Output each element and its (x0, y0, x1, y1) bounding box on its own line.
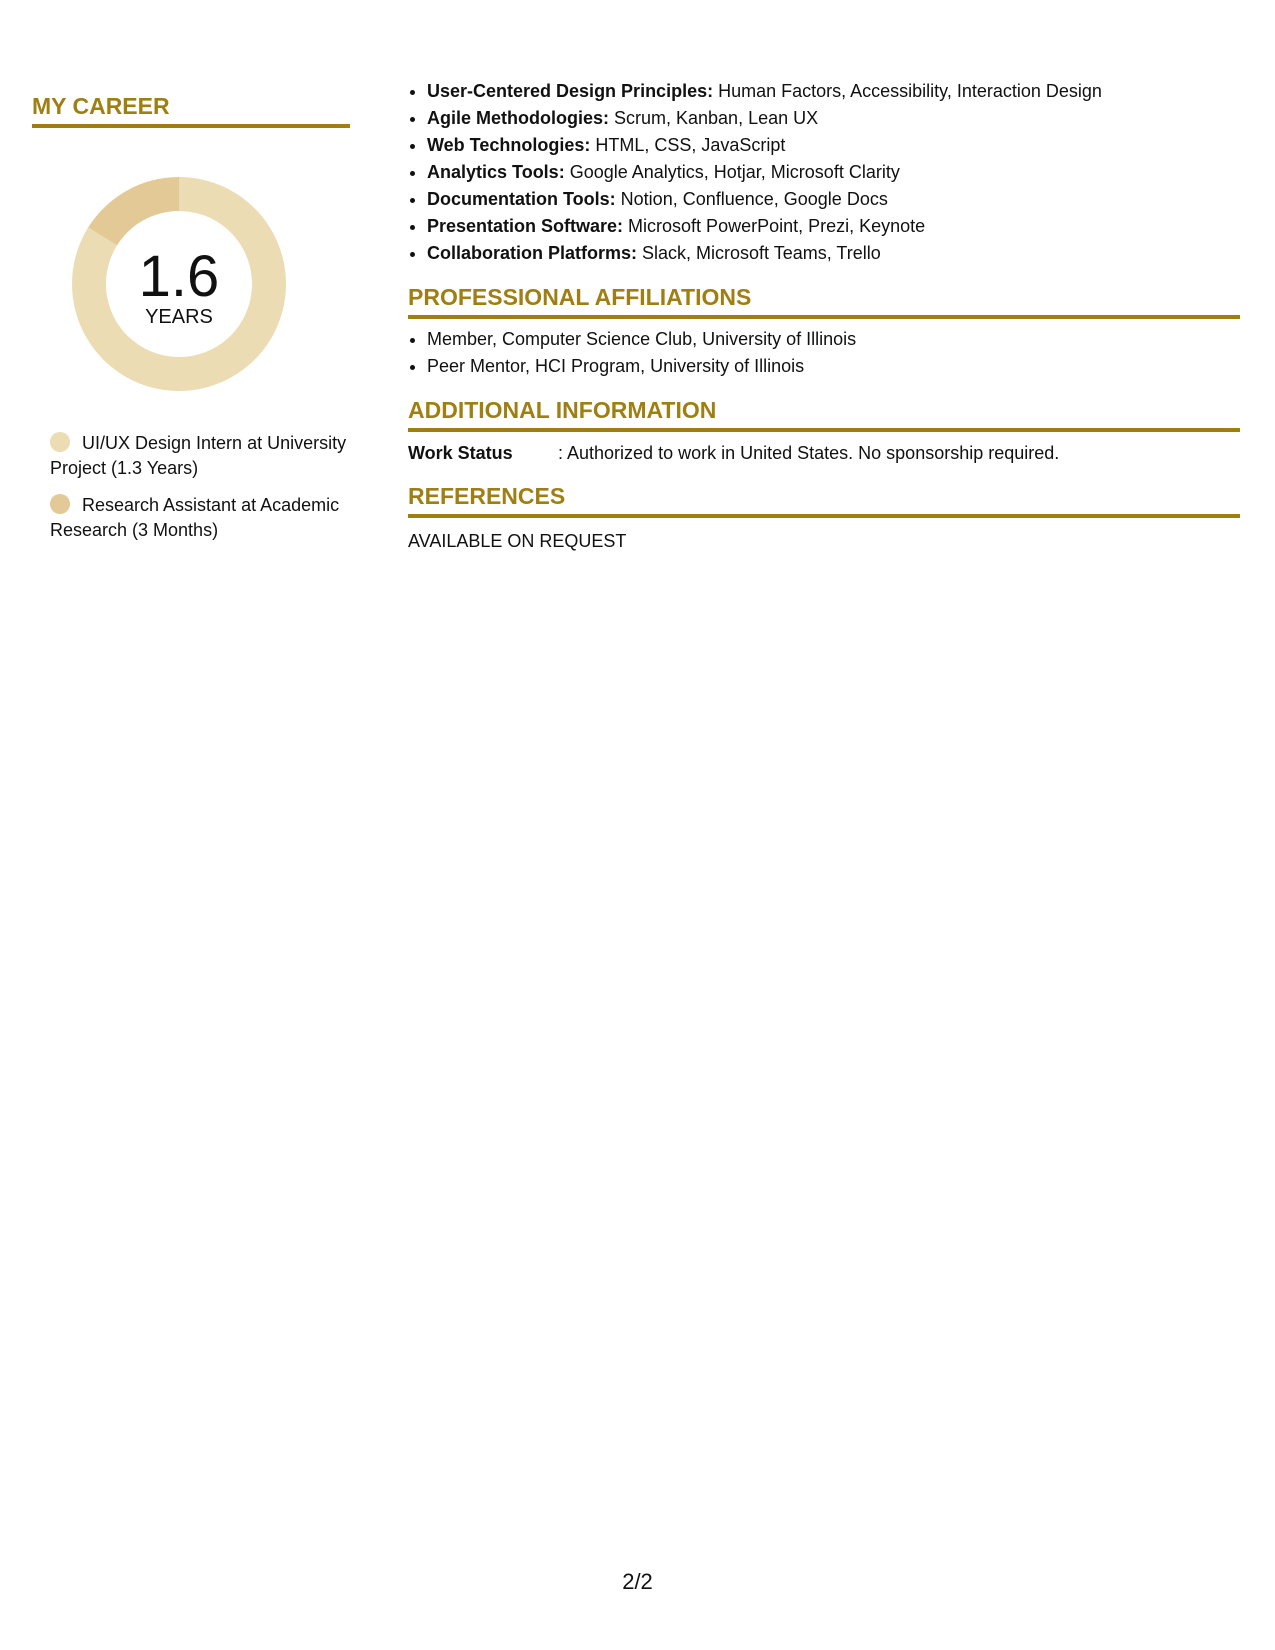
skill-item (427, 213, 1240, 240)
legend-swatch-internship (50, 432, 70, 452)
skill-title: Documentation Tools: (427, 189, 616, 209)
skill-text: Google Analytics, Hotjar, Microsoft Clarity (564, 162, 900, 182)
skill-item (427, 132, 1240, 159)
affiliations-list (408, 326, 1240, 380)
skill-item (427, 240, 1240, 267)
career-total-value: 1.6 (138, 244, 220, 309)
skill-title: Collaboration Platforms: (427, 243, 638, 263)
legend-label-internship: UI/UX Design Intern at University Project (1.3 Years) (50, 433, 347, 478)
skill-item (427, 159, 1240, 186)
main-column (408, 78, 1240, 553)
affiliation-item: • Member, Computer Science Club, University of Illinois (427, 326, 1240, 353)
affiliation-item: • Peer Mentor, HCI Program, University of Illinois (427, 353, 1240, 380)
legend-label-research: Research Assistant at Academic Research (3 Months) (50, 495, 340, 540)
skill-title: Web Technologies: (427, 135, 591, 155)
career-heading: MY CAREER (32, 92, 350, 128)
references-heading: REFERENCES (408, 482, 1240, 518)
skill-item (427, 186, 1240, 213)
donut-center (66, 171, 292, 397)
skill-title: Analytics Tools: (427, 162, 565, 182)
affiliations-heading: PROFESSIONAL AFFILIATIONS (408, 283, 1240, 319)
work-status-label: Work Status (408, 443, 513, 463)
work-status-value: : Authorized to work in United States. No sponsorship required. (558, 443, 1060, 463)
page-number: 2/2 (622, 1569, 653, 1594)
skill-text: Human Factors, Accessibility, Interaction Design (713, 81, 1102, 101)
skill-title: Agile Methodologies: (427, 108, 609, 128)
career-total-unit: YEARS (145, 306, 213, 328)
legend-item-internship (50, 431, 350, 481)
skill-text: Microsoft PowerPoint, Prezi, Keynote (623, 216, 926, 236)
skill-text: Notion, Confluence, Google Docs (615, 189, 888, 209)
work-status-row (408, 441, 1240, 466)
skills-list (408, 78, 1240, 267)
legend-item-research (50, 493, 350, 543)
skill-title: User-Centered Design Principles: (427, 81, 714, 101)
skill-item (427, 78, 1240, 105)
additional-info-heading: ADDITIONAL INFORMATION (408, 396, 1240, 432)
skill-text: HTML, CSS, JavaScript (590, 135, 786, 155)
career-donut-chart (66, 171, 292, 397)
skill-text: Scrum, Kanban, Lean UX (609, 108, 819, 128)
skill-item (427, 105, 1240, 132)
career-column (32, 92, 350, 555)
references-text: AVAILABLE ON REQUEST (408, 531, 627, 551)
skill-title: Presentation Software: (427, 216, 624, 236)
skill-text: Slack, Microsoft Teams, Trello (637, 243, 881, 263)
legend-swatch-research (50, 494, 70, 514)
career-legend (50, 431, 350, 543)
